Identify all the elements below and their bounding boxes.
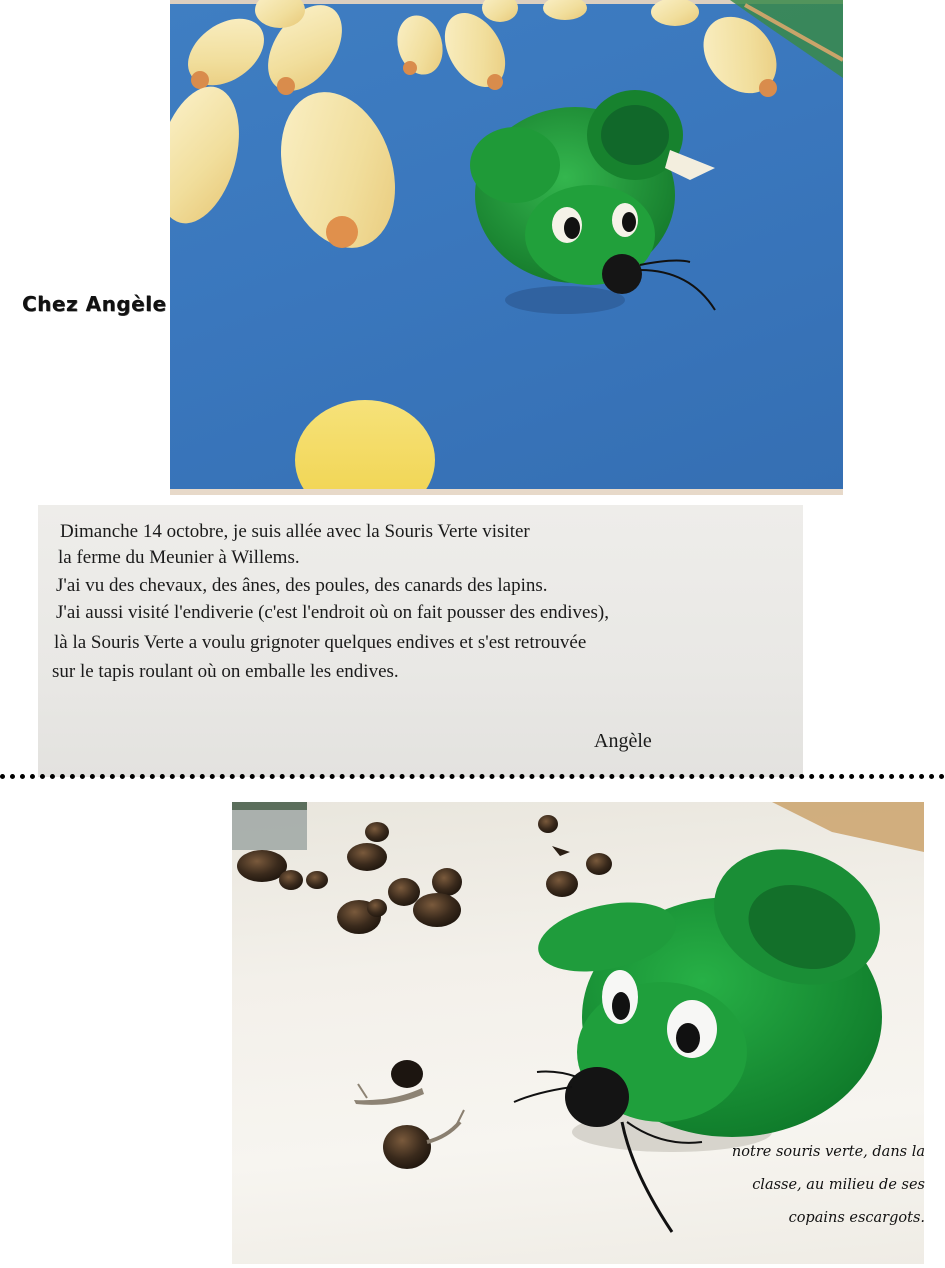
endive-group-top xyxy=(176,0,792,108)
letter-line-6: sur le tapis roulant où on emballe les endives. xyxy=(52,661,399,682)
caption-line-1: notre souris verte, dans la xyxy=(731,1144,925,1160)
caption-chez-angele: Chez Angèle xyxy=(22,292,167,316)
letter-line-3: J'ai vu des chevaux, des ânes, des poules, des canards des lapins. xyxy=(56,575,548,596)
letter-signature: Angèle xyxy=(594,730,652,752)
photo-mouse-endives xyxy=(170,0,843,495)
letter-line-2: la ferme du Meunier à Willems. xyxy=(58,547,300,568)
letter-card xyxy=(38,505,803,777)
letter-line-4: J'ai aussi visité l'endiverie (c'est l'endroit où on fait pousser des endives), xyxy=(56,602,609,623)
letter-line-1: Dimanche 14 octobre, je suis allée avec la Souris Verte visiter xyxy=(60,521,530,542)
dotted-divider xyxy=(0,774,945,779)
green-mouse-toy xyxy=(470,90,715,314)
endive-group-left xyxy=(170,77,435,495)
snail-group xyxy=(237,815,612,1169)
caption-line-2: classe, au milieu de ses xyxy=(752,1177,925,1193)
caption-line-3: copains escargots. xyxy=(788,1210,925,1226)
letter-line-5: là la Souris Verte a voulu grignoter quelques endives et s'est retrouvée xyxy=(54,632,587,653)
caption-souris-verte xyxy=(700,1136,925,1235)
endive-scene-illustration xyxy=(170,0,843,495)
